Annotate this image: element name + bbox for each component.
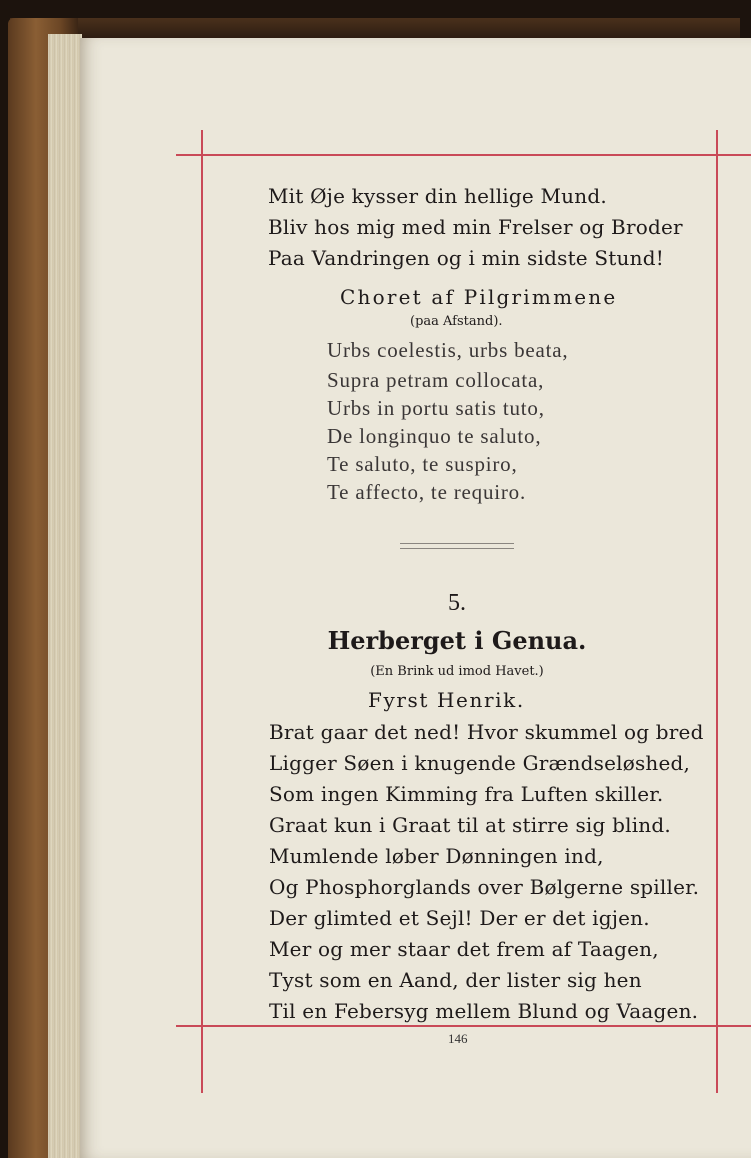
frame-bottom-rule — [176, 1025, 751, 1027]
frame-right-rule — [716, 130, 718, 1093]
book-cover-top — [10, 18, 740, 40]
frame-top-rule — [176, 154, 751, 156]
poem-line: Tyst som en Aand, der lister sig hen — [269, 968, 642, 992]
poem-line: Der glimted et Sejl! Der er det igjen. — [269, 906, 650, 930]
stanza-line: Paa Vandringen og i min sidste Stund! — [268, 246, 664, 270]
poem-line: Mer og mer staar det frem af Taagen, — [269, 937, 659, 961]
book-page — [80, 38, 751, 1158]
page-edges — [48, 34, 82, 1158]
section-title: Herberget i Genua. — [327, 626, 587, 655]
poem-line: Brat gaar det ned! Hvor skummel og bred — [269, 720, 704, 744]
stanza-line: Mit Øje kysser din hellige Mund. — [268, 184, 607, 208]
poem-line: Mumlende løber Dønningen ind, — [269, 844, 604, 868]
latin-line: Te saluto, te suspiro, — [327, 452, 518, 476]
poem-line: Graat kun i Graat til at stirre sig blind. — [269, 813, 671, 837]
poem-line: Som ingen Kimming fra Luften skiller. — [269, 782, 664, 806]
poem-line: Og Phosphorglands over Bølgerne spiller. — [269, 875, 700, 899]
section-subtitle: (En Brink ud imod Havet.) — [370, 664, 544, 679]
latin-line: Urbs coelestis, urbs beata, — [327, 338, 569, 362]
poem-line: Til en Febersyg mellem Blund og Vaagen. — [269, 999, 699, 1023]
speaker-name: Fyrst Henrik. — [368, 688, 525, 712]
frame-left-rule — [201, 130, 203, 1093]
latin-line: Te affecto, te requiro. — [327, 480, 527, 504]
section-divider — [400, 543, 514, 549]
stanza-line: Bliv hos mig med min Frelser og Broder — [268, 215, 683, 239]
latin-line: Supra petram collocata, — [327, 368, 545, 392]
chorus-subheading: (paa Afstand). — [410, 314, 503, 329]
page-number: 146 — [448, 1031, 468, 1046]
poem-line: Ligger Søen i knugende Grændseløshed, — [269, 751, 691, 775]
latin-line: De longinquo te saluto, — [327, 424, 542, 448]
section-number: 5. — [448, 590, 466, 616]
latin-line: Urbs in portu satis tuto, — [327, 396, 545, 420]
chorus-heading: Choret af Pilgrimmene — [340, 285, 618, 309]
